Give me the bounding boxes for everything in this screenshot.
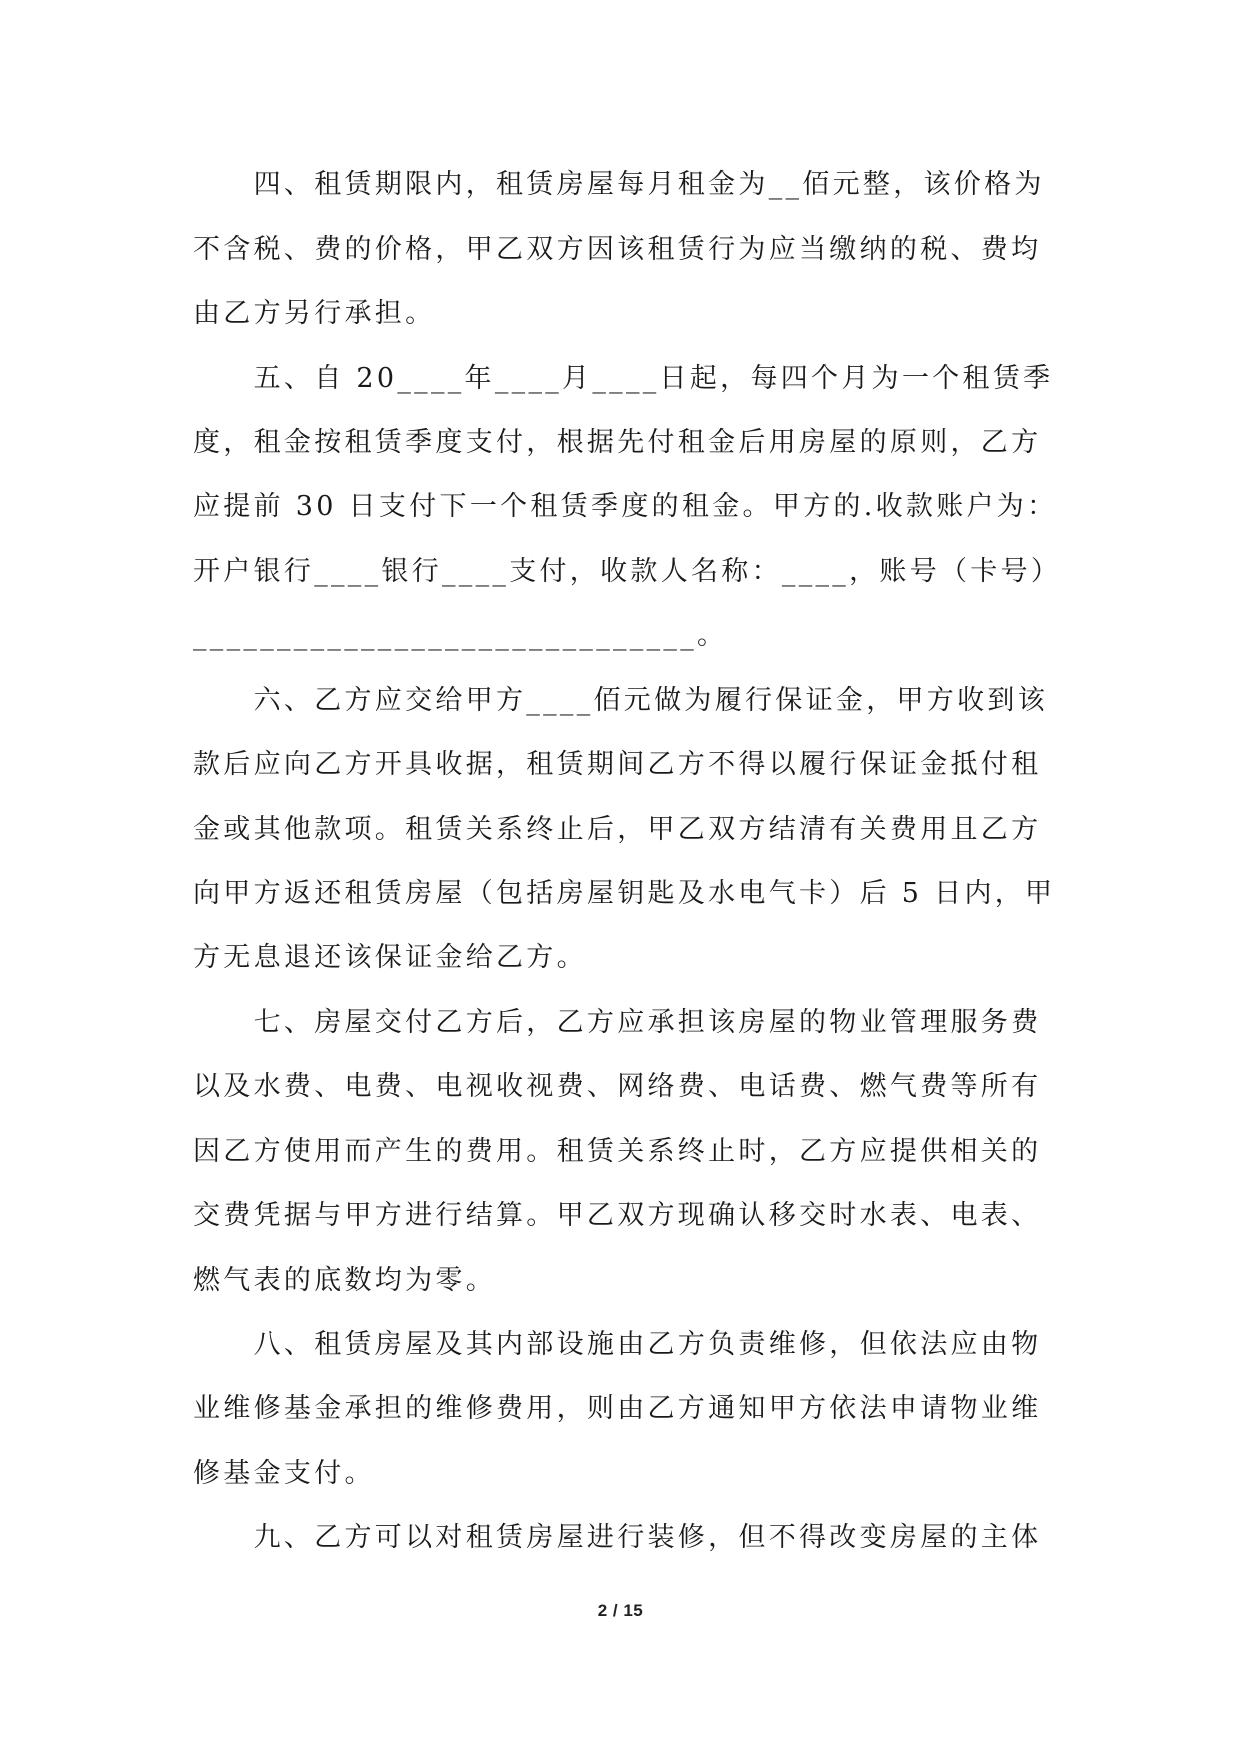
text-line: 金或其他款项。租赁关系终止后，甲乙双方结清有关费用且乙方 xyxy=(193,814,1042,845)
text-line: 五、自 20____年____月____日起，每四个月为一个租赁季 xyxy=(193,363,1054,394)
text-line: 修基金支付。 xyxy=(193,1458,375,1489)
text-line: ______________________________。 xyxy=(193,620,728,651)
text-line: 由乙方另行承担。 xyxy=(193,298,436,329)
text-line: 八、租赁房屋及其内部设施由乙方负责维修，但依法应由物 xyxy=(193,1329,1042,1360)
text-line: 燃气表的底数均为零。 xyxy=(193,1265,496,1296)
text-line: 不含税、费的价格，甲乙双方因该租赁行为应当缴纳的税、费均 xyxy=(193,234,1042,265)
text-line: 七、房屋交付乙方后，乙方应承担该房屋的物业管理服务费 xyxy=(193,1007,1042,1038)
text-line: 六、乙方应交给甲方____佰元做为履行保证金，甲方收到该 xyxy=(193,685,1048,716)
text-line: 向甲方返还租赁房屋（包括房屋钥匙及水电气卡）后 5 日内，甲 xyxy=(193,878,1056,909)
text-line: 款后应向乙方开具收据，租赁期间乙方不得以履行保证金抵付租 xyxy=(193,749,1042,780)
text-line: 以及水费、电费、电视收视费、网络费、电话费、燃气费等所有 xyxy=(193,1071,1042,1102)
text-line: 因乙方使用而产生的费用。租赁关系终止时，乙方应提供相关的 xyxy=(193,1136,1042,1167)
page-number: 2 / 15 xyxy=(597,1601,644,1620)
text-line: 九、乙方可以对租赁房屋进行装修，但不得改变房屋的主体 xyxy=(193,1522,1042,1553)
text-line: 开户银行____银行____支付，收款人名称：____，账号（卡号） xyxy=(193,556,1062,587)
text-line: 交费凭据与甲方进行结算。甲乙双方现确认移交时水表、电表、 xyxy=(193,1200,1042,1231)
text-line: 方无息退还该保证金给乙方。 xyxy=(193,942,587,973)
text-line: 应提前 30 日支付下一个租赁季度的租金。甲方的.收款账户为： xyxy=(193,491,1058,522)
text-line: 度，租金按租赁季度支付，根据先付租金后用房屋的原则，乙方 xyxy=(193,427,1042,458)
text-line: 四、租赁期限内，租赁房屋每月租金为__佰元整，该价格为 xyxy=(193,169,1045,200)
text-line: 业维修基金承担的维修费用，则由乙方通知甲方依法申请物业维 xyxy=(193,1393,1042,1424)
